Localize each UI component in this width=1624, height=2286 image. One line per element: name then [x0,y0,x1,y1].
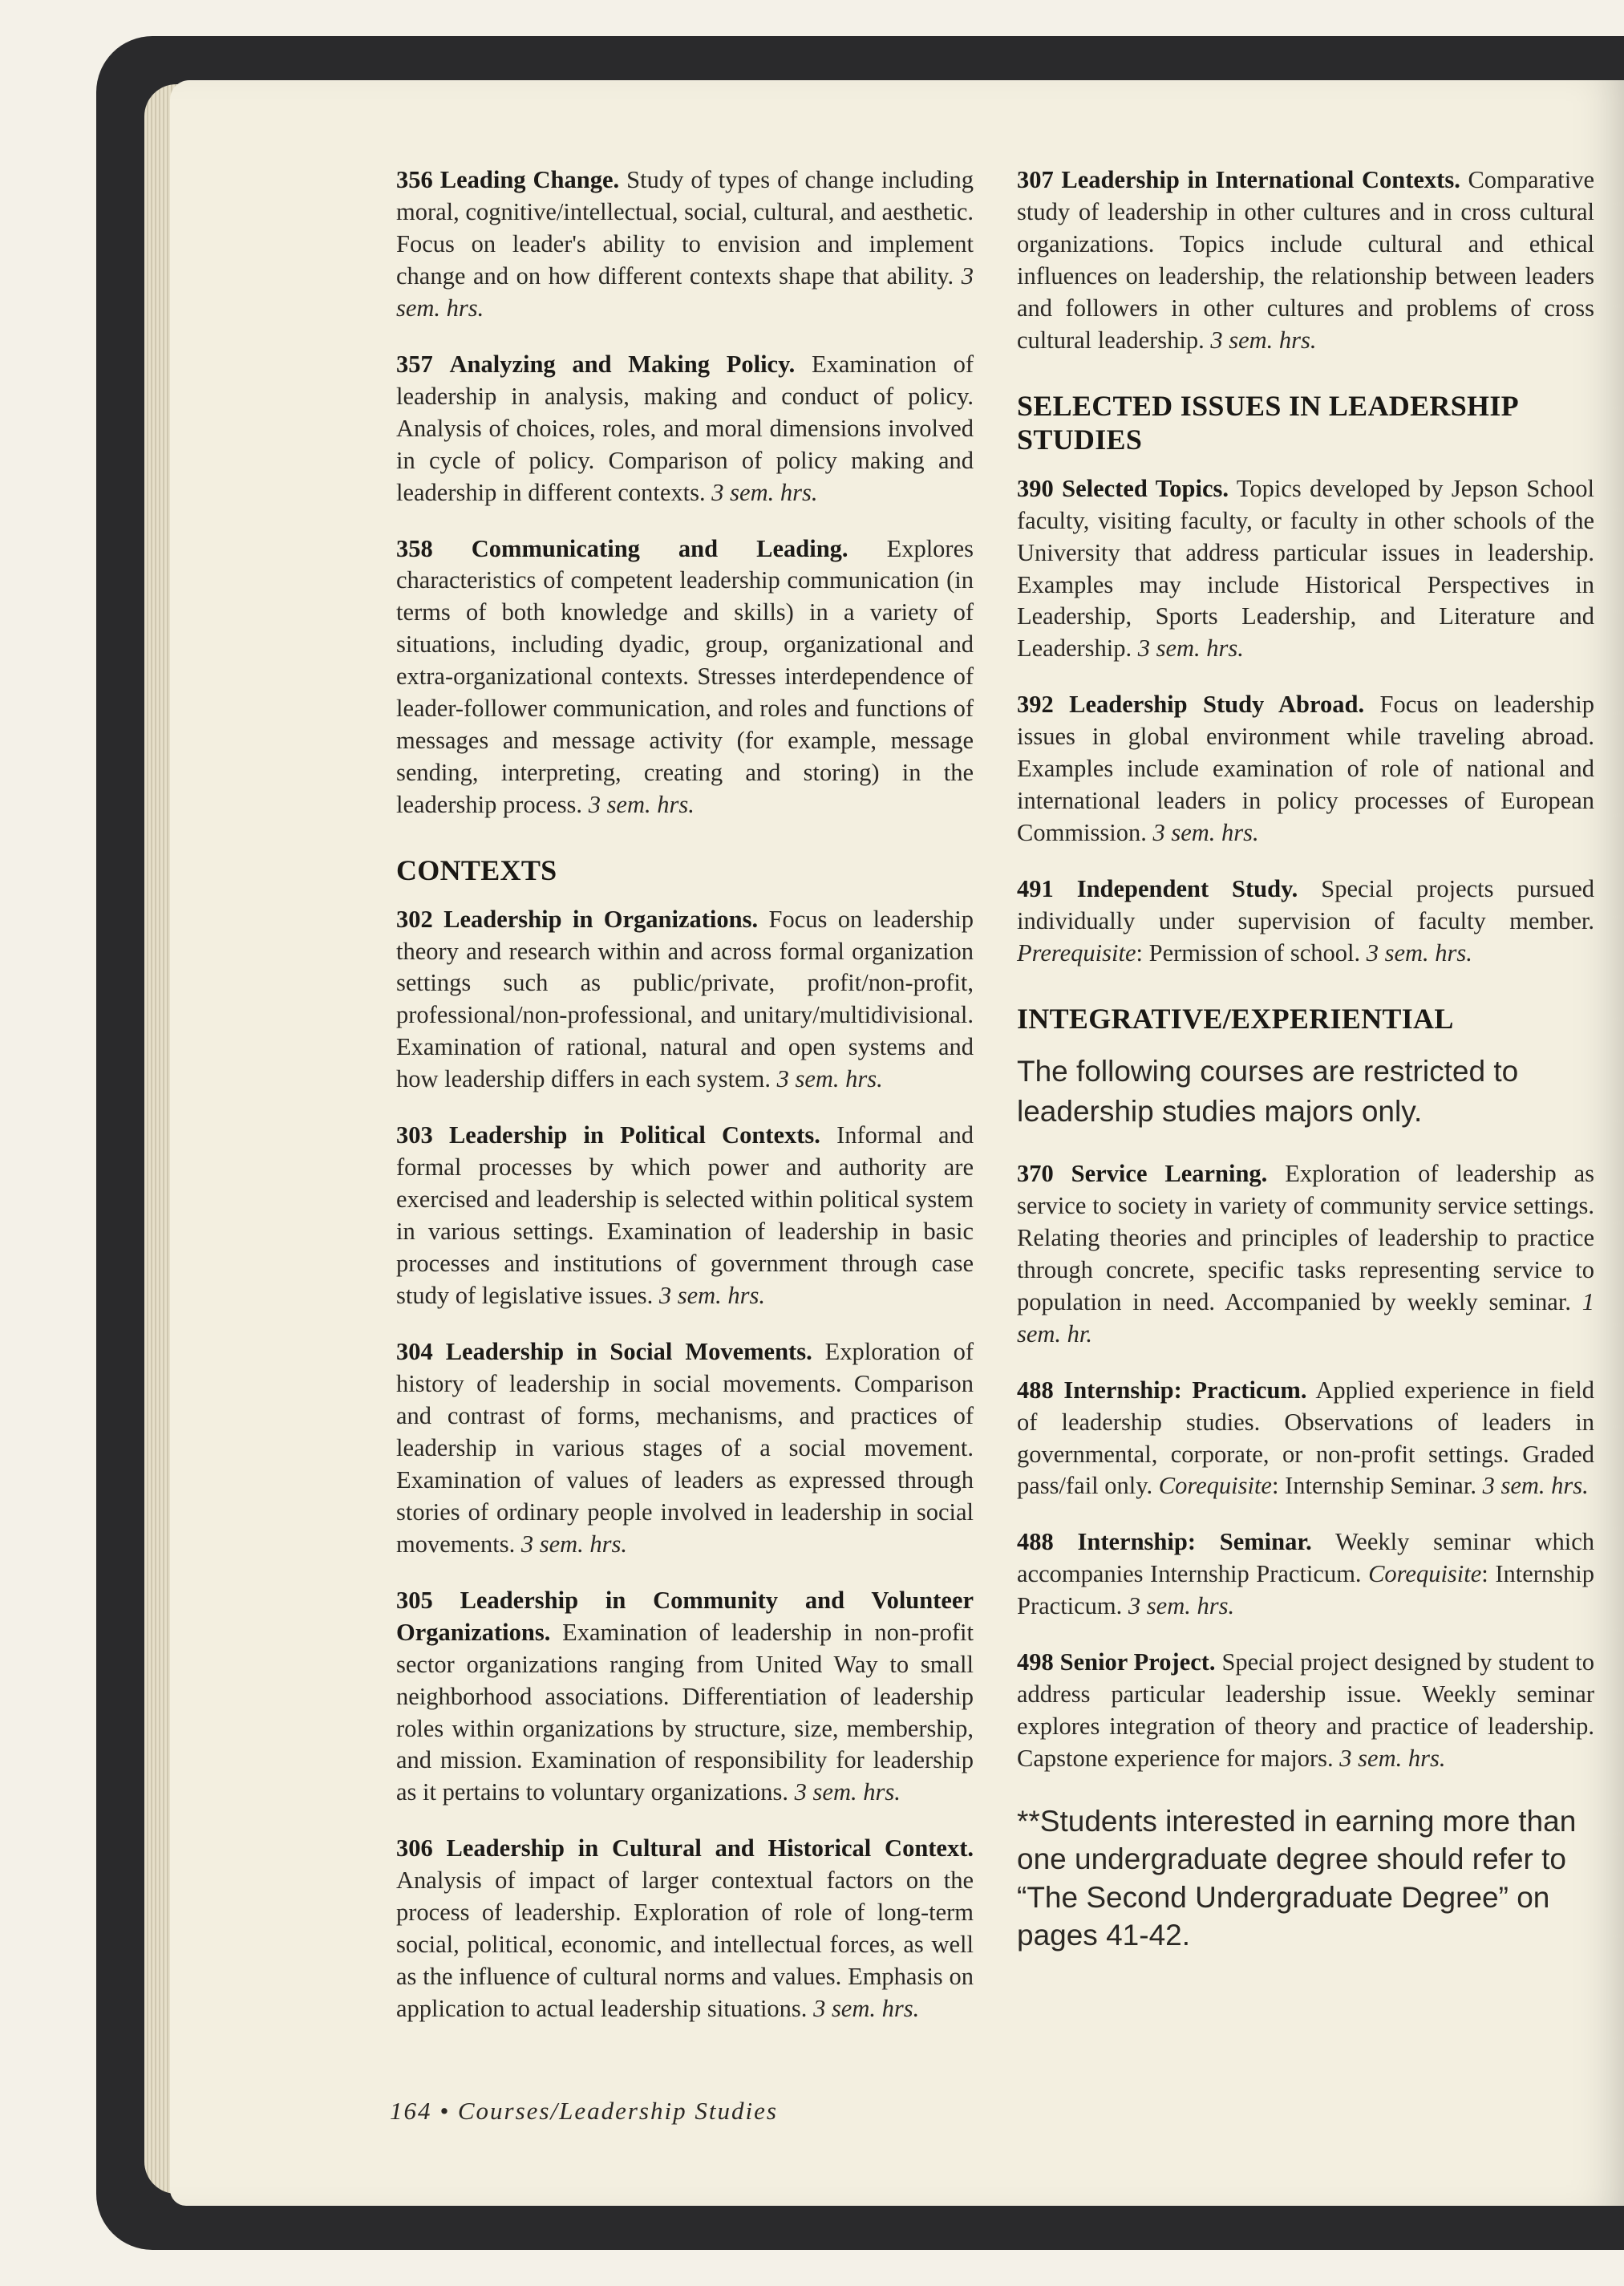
course-title: Leadership Study Abroad. [1069,691,1365,719]
course-392 [1017,689,1594,849]
course-hours: 3 sem. hrs. [658,1282,766,1310]
running-head: Courses/Leadership Studies [457,2097,778,2125]
course-description: Study of types of change including moral, cognitive/intellectual, social, cultural, and aesthetic. Focus on leader's ability to envision and implement change and on how different contexts shape that ability. [396,166,974,290]
course-number: 302 [396,905,433,933]
course-357 [396,349,974,509]
course-number: 370 [1017,1159,1054,1187]
page-footer [390,2097,778,2126]
course-description: Special project designed by student to address particular leadership issue. Weekly seminar explores integration of theory and practice of leadership. Capstone experience for majors. [1017,1648,1595,1773]
course-hours: 3 sem. hrs. [1152,819,1259,847]
requisite-label: Corequisite [1368,1560,1482,1588]
course-488-practicum [1017,1375,1594,1503]
course-title: Leadership in Social Movements. [445,1338,812,1366]
course-title: Leadership in Political Contexts. [448,1121,820,1149]
course-number: 357 [396,350,433,378]
course-title: Analyzing and Making Policy. [449,350,796,378]
course-number: 491 [1017,875,1054,903]
course-title: Leadership in International Contexts. [1061,166,1460,193]
course-303 [396,1120,974,1312]
course-488-seminar [1017,1526,1594,1623]
left-column [396,164,974,2049]
page-number: 164 [390,2097,432,2125]
course-356 [396,164,974,325]
course-number: 488 [1017,1528,1054,1556]
course-307 [1017,164,1594,357]
course-390 [1017,473,1594,666]
course-number: 390 [1017,474,1054,502]
course-358 [396,533,974,822]
course-304 [396,1336,974,1561]
course-title: Leading Change. [439,166,620,193]
course-hours: 3 sem. hrs. [711,478,818,506]
course-306 [396,1833,974,2025]
course-title: Service Learning. [1071,1159,1268,1187]
course-number: 303 [396,1121,433,1149]
right-column [1017,164,1594,1955]
course-description: Comparative study of leadership in other cultures and in cross cultural organizations. Topics include cultural and ethical influences on leadership, the relationship between leaders and followers in other cultures and problems of cross cultural leadership. [1017,166,1595,354]
course-hours: 3 sem. hrs. [1366,939,1472,967]
course-title: Leadership in Organizations. [443,905,759,933]
course-description: Explores characteristics of competent leadership communication (in terms of both knowledge and skills) in a variety of situations, including dyadic, group, organizational and extra-organizational contexts. Stresses interdependence of leader-follower communication, and roles and functions of messages and message activity (for example, message sending, interpreting, creating and storing) in the leadership process. [396,534,974,819]
course-hours: 3 sem. hrs. [1482,1472,1589,1500]
course-hours: 3 sem. hrs. [1137,634,1244,663]
integrative-intro: The following courses are restricted to leadership studies majors only. [1017,1055,1519,1128]
course-hours: 3 sem. hrs. [776,1065,883,1093]
course-description: Weekly seminar which accompanies Internship Practicum. [1017,1528,1594,1588]
course-302 [396,904,974,1096]
course-description: Exploration of leadership as service to society in variety of community service settings. Relating theories and principles of leadership to practice through concrete, specific tasks representing service to population in need. Accompanied by weekly seminar. [1017,1159,1595,1315]
footer-bullet: • [439,2097,451,2125]
course-498 [1017,1647,1594,1775]
course-description: Analysis of impact of larger contextual factors on the process of leadership. Exploration of role of long-term social, political, economic, and intellectual forces, as well as the influence of cultural norms and values. Emphasis on application to actual leadership situations. [396,1866,974,2023]
course-305 [396,1585,974,1810]
course-title: Selected Topics. [1062,474,1229,502]
course-title: Senior Project. [1059,1648,1216,1676]
requisite-label: Prerequisite [1017,939,1136,967]
requisite-text: : Internship Seminar. [1271,1472,1476,1500]
course-hours: 3 sem. hrs. [1210,326,1317,354]
section-heading-contexts: CONTEXTS [396,854,557,887]
course-description: Informal and formal processes by which power and authority are exercised and leadership is selected within political system in various settings. Examination of leadership in basic processes and institutions of government through case study of legislative issues. [396,1121,974,1310]
course-hours: 3 sem. hrs. [813,1995,920,2023]
second-degree-footnote: **Students interested in earning more than one undergraduate degree should refer to “The Second Undergraduate Degree” on pages 41-42. [1017,1805,1577,1952]
course-hours: 3 sem. hrs. [1339,1745,1446,1773]
section-heading-selected-issues: SELECTED ISSUES IN LEADERSHIP STUDIES [1017,389,1517,456]
requisite-text: : Permission of school. [1136,939,1361,967]
course-number: 305 [396,1586,433,1614]
course-title: Internship: Seminar. [1077,1528,1312,1556]
course-title: Communicating and Leading. [471,534,848,562]
course-number: 304 [396,1338,433,1366]
course-370 [1017,1158,1594,1351]
course-hours: 3 sem. hrs. [588,791,695,819]
course-title: Internship: Practicum. [1063,1376,1307,1404]
course-description: Topics developed by Jepson School faculty, visiting faculty, or faculty in other schools of the University that address particular issues in leadership. Examples may include Historical Perspectives in Leadership, Sports Leadership, and Literature and Leadership. [1017,474,1595,663]
course-title: Leadership in Community and Volunteer Organizations. [396,1586,974,1646]
course-hours: 3 sem. hrs. [396,261,974,322]
course-title: Leadership in Cultural and Historical Context. [446,1834,974,1862]
course-description: Examination of leadership in non-profit sector organizations ranging from United Way to small neighborhood associations. Differentiation of leadership roles within organizations by structure, size, membership, and mission. Examination of responsibility for leadership as it pertains to voluntary organizations. [396,1618,974,1806]
course-description: Applied experience in field of leadership studies. Observations of leaders in governmental, corporate, or non-profit settings. Graded pass/fail only. [1017,1376,1594,1500]
course-description: Special projects pursued individually under supervision of faculty member. [1017,875,1595,935]
course-description: Exploration of history of leadership in social movements. Comparison and contrast of forms, mechanisms, and practices of leadership in various stages of a social movement. Examination of values of leaders as expressed through stories of ordinary people involved in leadership in social movements. [396,1338,974,1558]
course-number: 307 [1017,166,1054,193]
course-hours: 1 sem. hr. [1017,1287,1595,1348]
course-description: Focus on leadership issues in global environment while traveling abroad. Examples include examination of role of national and international leaders in policy processes of European Commission. [1017,691,1594,847]
course-description: Focus on leadership theory and research within and across formal organization settings such as public/private, profit/non-profit, professional/non-professional, and unitary/multidivisional. Examination of rational, natural and open systems and how leadership differs in each system. [396,905,974,1093]
course-number: 498 [1017,1648,1054,1676]
course-number: 488 [1017,1376,1054,1404]
course-number: 358 [396,534,433,562]
course-491 [1017,873,1594,970]
requisite-label: Corequisite [1158,1472,1272,1500]
section-heading-integrative: INTEGRATIVE/EXPERIENTIAL [1017,1003,1454,1035]
requisite-text: : Internship Practicum. [1017,1560,1594,1620]
course-hours: 3 sem. hrs. [794,1778,901,1806]
course-hours: 3 sem. hrs. [1128,1592,1235,1620]
course-number: 392 [1017,691,1054,719]
course-number: 356 [396,166,433,193]
course-hours: 3 sem. hrs. [520,1530,628,1558]
course-title: Independent Study. [1076,875,1298,903]
course-number: 306 [396,1834,433,1862]
course-description: Examination of leadership in analysis, making and conduct of policy. Analysis of choices, roles, and moral dimensions involved in cycle of policy. Comparison of policy making and leadership in different contexts. [396,350,974,506]
